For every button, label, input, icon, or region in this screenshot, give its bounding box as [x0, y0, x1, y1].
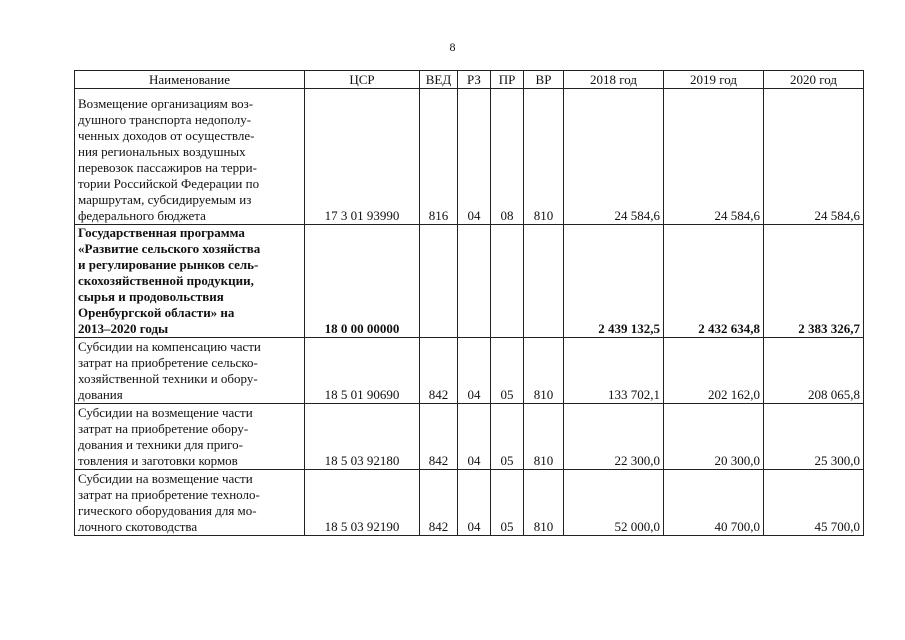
- table-row: [75, 470, 864, 536]
- header-2019: 2019 год: [664, 71, 764, 89]
- cell-ved: 816: [420, 89, 458, 225]
- cell-ved: [420, 225, 458, 338]
- table-row: [75, 404, 864, 470]
- cell-pr: 05: [491, 338, 524, 404]
- cell-pr: [491, 225, 524, 338]
- header-2018: 2018 год: [564, 71, 664, 89]
- header-vr: ВР: [524, 71, 564, 89]
- cell-vr: [524, 225, 564, 338]
- header-csr: ЦСР: [305, 71, 420, 89]
- header-row: [75, 71, 864, 89]
- cell-2019: 202 162,0: [664, 338, 764, 404]
- cell-2018: 24 584,6: [564, 89, 664, 225]
- table-row-program-total: [75, 225, 864, 338]
- cell-rz: 04: [458, 470, 491, 536]
- cell-name: Государственная программа «Развитие сельского хозяйства и регулирование рынков сель- скохозяйственной продукции, сырья и продовольствия Оренбургской области» на 2013–2020 годы: [75, 225, 305, 338]
- cell-2019: 24 584,6: [664, 89, 764, 225]
- cell-2020: 24 584,6: [764, 89, 864, 225]
- cell-name: Возмещение организациям воз- душного транспорта недополу- ченных доходов от осуществле- ния региональных воздушных перевозок пассажиров на терри- тории Российской Федерации по маршрутам, субсидируемым из федерального бюджета: [75, 89, 305, 225]
- cell-2018: 22 300,0: [564, 404, 664, 470]
- cell-2020: 2 383 326,7: [764, 225, 864, 338]
- cell-rz: 04: [458, 338, 491, 404]
- table-row: [75, 89, 864, 225]
- cell-2019: 2 432 634,8: [664, 225, 764, 338]
- cell-name: Субсидии на возмещение части затрат на приобретение техноло- гического оборудования для мо- лочного скотоводства: [75, 470, 305, 536]
- header-name: Наименование: [75, 71, 305, 89]
- cell-csr: 17 3 01 93990: [305, 89, 420, 225]
- cell-vr: 810: [524, 89, 564, 225]
- cell-ved: 842: [420, 338, 458, 404]
- cell-name: Субсидии на компенсацию части затрат на приобретение сельско- хозяйственной техники и обору- дования: [75, 338, 305, 404]
- cell-2019: 40 700,0: [664, 470, 764, 536]
- cell-2019: 20 300,0: [664, 404, 764, 470]
- budget-table: [74, 70, 864, 536]
- cell-2018: 133 702,1: [564, 338, 664, 404]
- cell-csr: 18 0 00 00000: [305, 225, 420, 338]
- cell-2020: 208 065,8: [764, 338, 864, 404]
- header-rz: РЗ: [458, 71, 491, 89]
- cell-pr: 05: [491, 470, 524, 536]
- cell-rz: [458, 225, 491, 338]
- cell-ved: 842: [420, 404, 458, 470]
- cell-2020: 25 300,0: [764, 404, 864, 470]
- cell-pr: 05: [491, 404, 524, 470]
- cell-vr: 810: [524, 404, 564, 470]
- cell-rz: 04: [458, 404, 491, 470]
- cell-2020: 45 700,0: [764, 470, 864, 536]
- cell-csr: 18 5 03 92190: [305, 470, 420, 536]
- cell-vr: 810: [524, 470, 564, 536]
- cell-csr: 18 5 03 92180: [305, 404, 420, 470]
- page-number: 8: [449, 40, 456, 54]
- cell-ved: 842: [420, 470, 458, 536]
- cell-rz: 04: [458, 89, 491, 225]
- header-ved: ВЕД: [420, 71, 458, 89]
- cell-2018: 52 000,0: [564, 470, 664, 536]
- cell-pr: 08: [491, 89, 524, 225]
- header-2020: 2020 год: [764, 71, 864, 89]
- cell-2018: 2 439 132,5: [564, 225, 664, 338]
- cell-csr: 18 5 01 90690: [305, 338, 420, 404]
- cell-name: Субсидии на возмещение части затрат на приобретение обору- дования и техники для приго- товления и заготовки кормов: [75, 404, 305, 470]
- header-pr: ПР: [491, 71, 524, 89]
- table-row: [75, 338, 864, 404]
- cell-vr: 810: [524, 338, 564, 404]
